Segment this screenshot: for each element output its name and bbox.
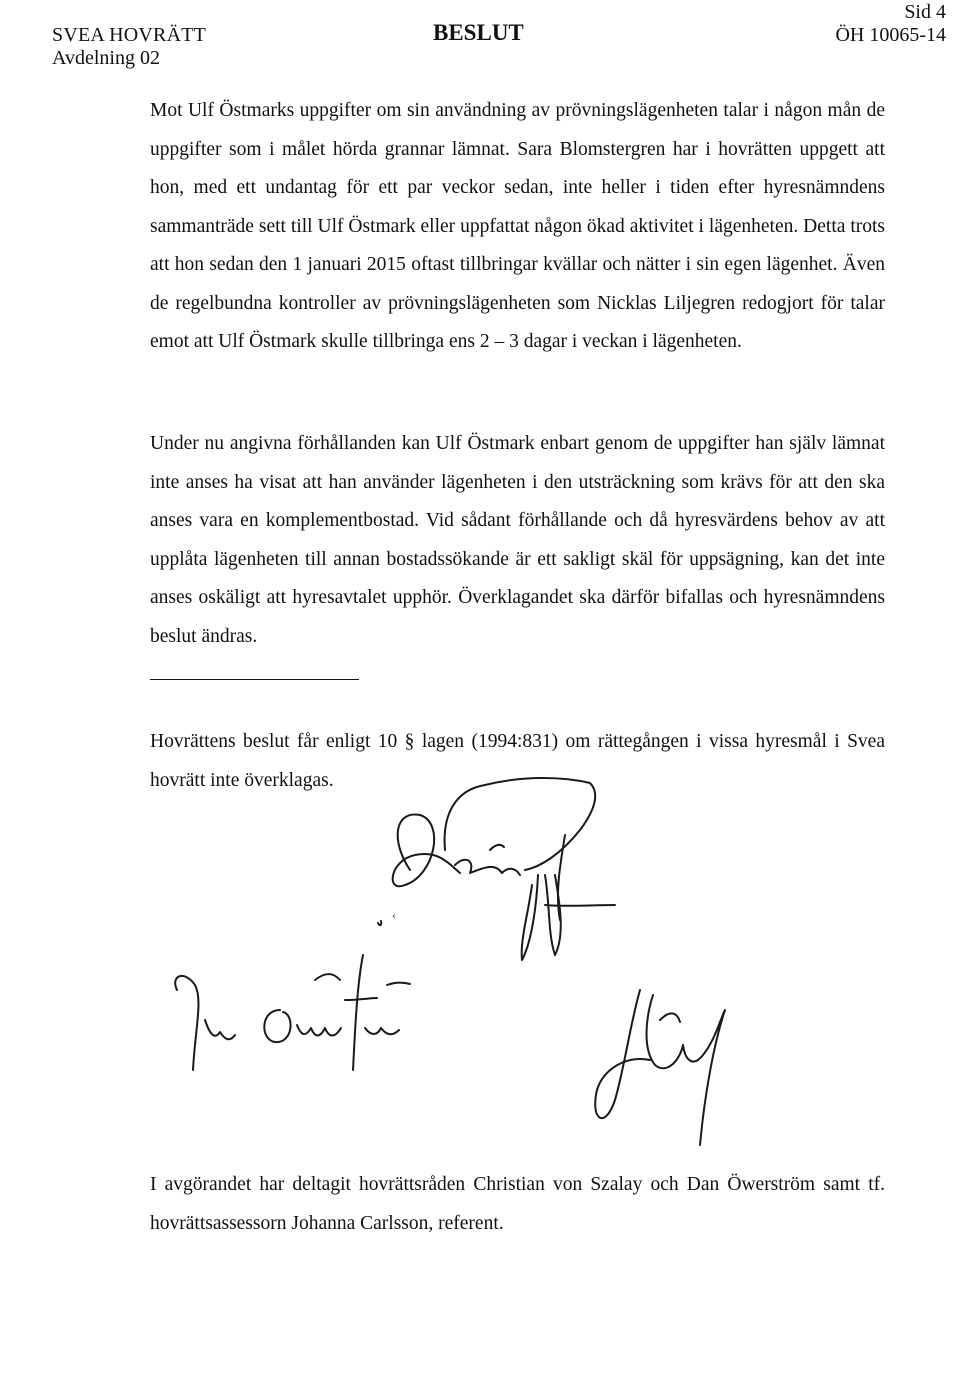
page-number: Sid 4 [904, 1, 946, 23]
stray-mark: ‹ [392, 908, 396, 922]
paragraph-participants: I avgörandet har deltagit hovrättsråden Christian von Szalay och Dan Öwerström samt tf. hovrättsassessorn Johanna Carlsson, referent. [150, 1174, 885, 1234]
paragraph-appeal-notice: Hovrättens beslut får enligt 10 § lagen (1994:831) om rättegången i vissa hyresmål i Svea hovrätt inte överklagas. [150, 731, 885, 791]
section-divider [150, 679, 359, 680]
paragraph-assessment: Mot Ulf Östmarks uppgifter om sin användning av prövningslägenheten talar i någon mån de uppgifter som i målet hörda grannar lämnat. Sara Blomstergren har i hovrätten uppgett att hon, med ett undantag för ett par veckor sedan, inte heller i tiden efter hyresnämndens sammanträde sett till Ulf Östmark eller uppfattat någon ökad aktivitet i lägenheten. Detta trots att hon sedan den 1 januari 2015 oftast tillbringar kvällar och nätter i sin egen lägenhet. Även de regelbundna kontroller av prövningslägenheten som Nicklas Liljegren redogjort för talar emot att Ulf Östmark skulle tillbringa ens 2 – 3 dagar i veckan i lägenheten. [150, 100, 885, 352]
court-name: SVEA HOVRÄTT [52, 24, 207, 46]
signature-3 [585, 980, 735, 1150]
signature-1 [350, 755, 610, 965]
paragraph-conclusion: Under nu angivna förhållanden kan Ulf Östmark enbart genom de uppgifter han själv lämnat inte anses ha visat att han använder lägenheten i den utsträckning som krävs för att den ska anses vara en komplementbostad. Vid sådant förhållande och då hyresvärdens behov av att upplåta lägenheten till annan bostadssökande är ett sakligt skäl för uppsägning, kan det inte anses oskäligt att hyresavtalet upphör. Överklagandet ska därför bifallas och hyresnämndens beslut ändras. [150, 433, 885, 647]
department-name: Avdelning 02 [52, 47, 160, 69]
case-number: ÖH 10065-14 [835, 24, 946, 46]
signature-2 [165, 940, 465, 1090]
document-title: BESLUT [433, 20, 524, 45]
